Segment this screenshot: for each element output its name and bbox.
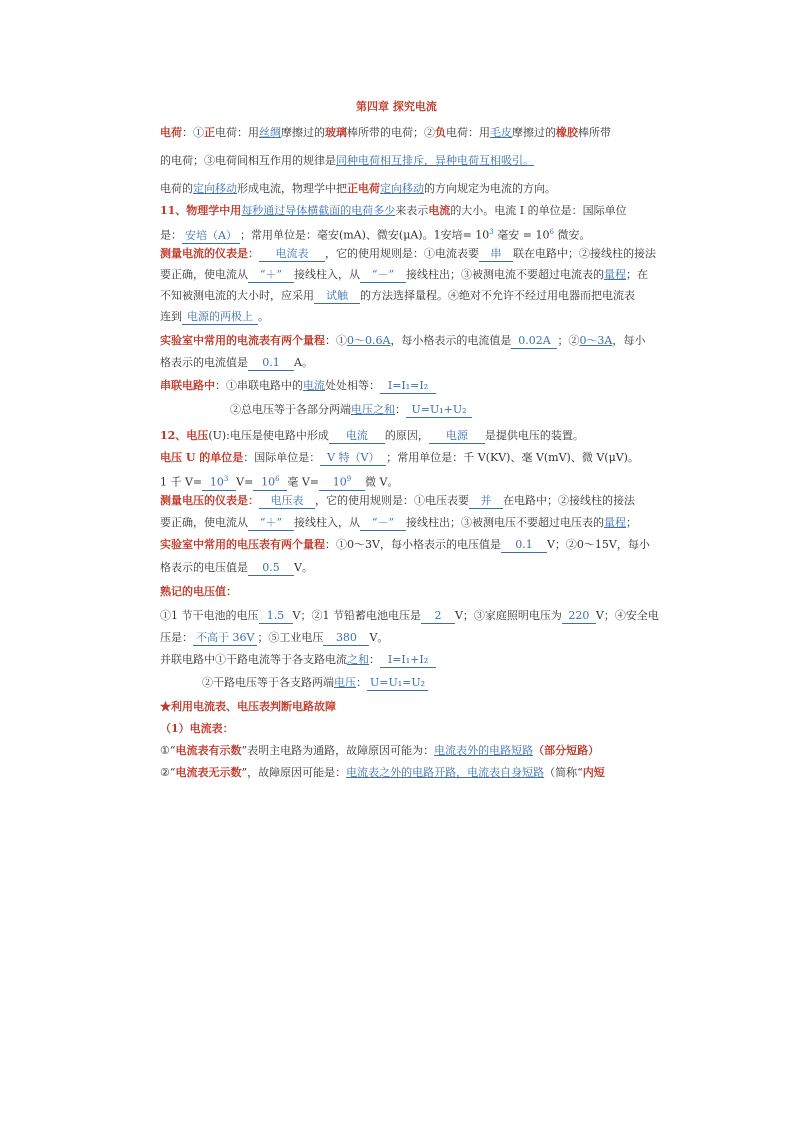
line-ammeter-1: 测量电流的仪表是： 电流表 ，它的使用规则是：①电流表要 串 联在电路中；②接线柱的接法 — [160, 247, 656, 260]
line-voltmeter-2: 要正确，使电流从 “＋” 接线柱入，从 “－” 接线柱出；③被测电压不要超过电压表的量程； — [160, 516, 637, 529]
line-12: 12、电压(U):电压是使电路中形成 电流 的原因， 电源 是提供电压的装置。 — [160, 429, 584, 442]
line-series-1: 串联电路中：①串联电路中的电流处处相等： I=I₁=I₂ — [160, 379, 436, 394]
line-fault-1: ①“电流表有示数”表明主电路为通路，故障原因可能为：电流表外的电路短路（部分短路） — [160, 744, 600, 757]
line-current-def: 电荷的定向移动形成电流，物理学中把正电荷定向移动的方向规定为电流的方向。 — [160, 182, 556, 195]
chapter-title: 第四章 探究电流 — [356, 100, 437, 113]
line-voltmeter-ranges: 实验室中常用的电压表有两个量程：①0～3V，每小格表示的电压值是 0.1 V；②0～15V，每小 — [160, 538, 650, 551]
line-parallel-2: ②干路电压等于各支路两端电压： U=U₁=U₂ — [202, 676, 428, 691]
line-unit-voltage: 电压 U 的单位是：国际单位是： V 特（V） ；常用单位是：千 V(KV)、毫 V(mV)、微 V(μV)。 — [160, 451, 639, 464]
line-ammeter-subheading: （1）电流表： — [160, 722, 234, 735]
line-voltmeter-1: 测量电压的仪表是： 电压表 ，它的使用规则是：①电压表要 并 在电路中；②接线柱的接法 — [160, 494, 635, 507]
line-ammeter-division: 格表示的电流值是 0.1 A。 — [160, 356, 313, 369]
line-fault-2: ②“电流表无示数”，故障原因可能是：电流表之外的电路开路，电流表自身短路（简称“内短 — [160, 766, 605, 779]
line-ammeter-2: 要正确，使电流从 “＋” 接线柱入，从 “－” 接线柱出；③被测电流不要超过电流表的量程；在 — [160, 268, 648, 281]
line-ammeter-ranges: 实验室中常用的电流表有两个量程：①0～0.6A，每小格表示的电流值是 0.02A ；②0～3A，每小 — [160, 334, 646, 347]
line-fault-heading: ★利用电流表、电压表判断电路故障 — [160, 700, 336, 713]
line-unit-current: 是： 安培（A） ；常用单位是：毫安(mA)、微安(μA)。1安培= $10^3$ 毫安 = $10^6$ 微安。 — [160, 228, 591, 242]
line-voltmeter-division: 格表示的电压值是 0.5 V。 — [160, 561, 313, 574]
line-voltages-1: ①1 节干电池的电压 1.5 V；②1 节铅蓄电池电压是 2 V；③家庭照明电压为 220 V；④安全电 — [160, 609, 659, 622]
line-parallel-1: 并联电路中①干路电流等于各支路电流之和： I=I₁+I₂ — [160, 653, 436, 668]
line-charge-1: 电荷：①正电荷：用丝绸摩擦过的玻璃棒所带的电荷；②负电荷：用毛皮摩擦过的橡胶棒所带 — [160, 126, 611, 139]
line-charge-2: 的电荷；③电荷间相互作用的规律是同种电荷相互排斥，异种电荷互相吸引。 — [160, 154, 534, 167]
line-ammeter-4: 连到 电源的两极上 。 — [160, 310, 269, 323]
line-voltage-conversion: 1 千 $V= 10^3$ $V= 10^6$ 毫 $V= 10^9$ 微 V。 — [160, 472, 398, 491]
line-ammeter-3: 不知被测电流的大小时，应采用 试触 的方法选择量程。④绝对不允许不经过用电器而把电流表 — [160, 289, 635, 302]
line-voltages-heading: 熟记的电压值： — [160, 585, 237, 598]
line-series-2: ②总电压等于各部分两端电压之和： U=U₁+U₂ — [230, 403, 472, 418]
line-voltages-2: 压是： 不高于 36V ；⑤工业电压 380 V。 — [160, 631, 389, 644]
line-11: 11、物理学中用每秒通过导体横截面的电荷多少来表示电流的大小。电流 I 的单位是：国际单位 — [160, 204, 627, 217]
